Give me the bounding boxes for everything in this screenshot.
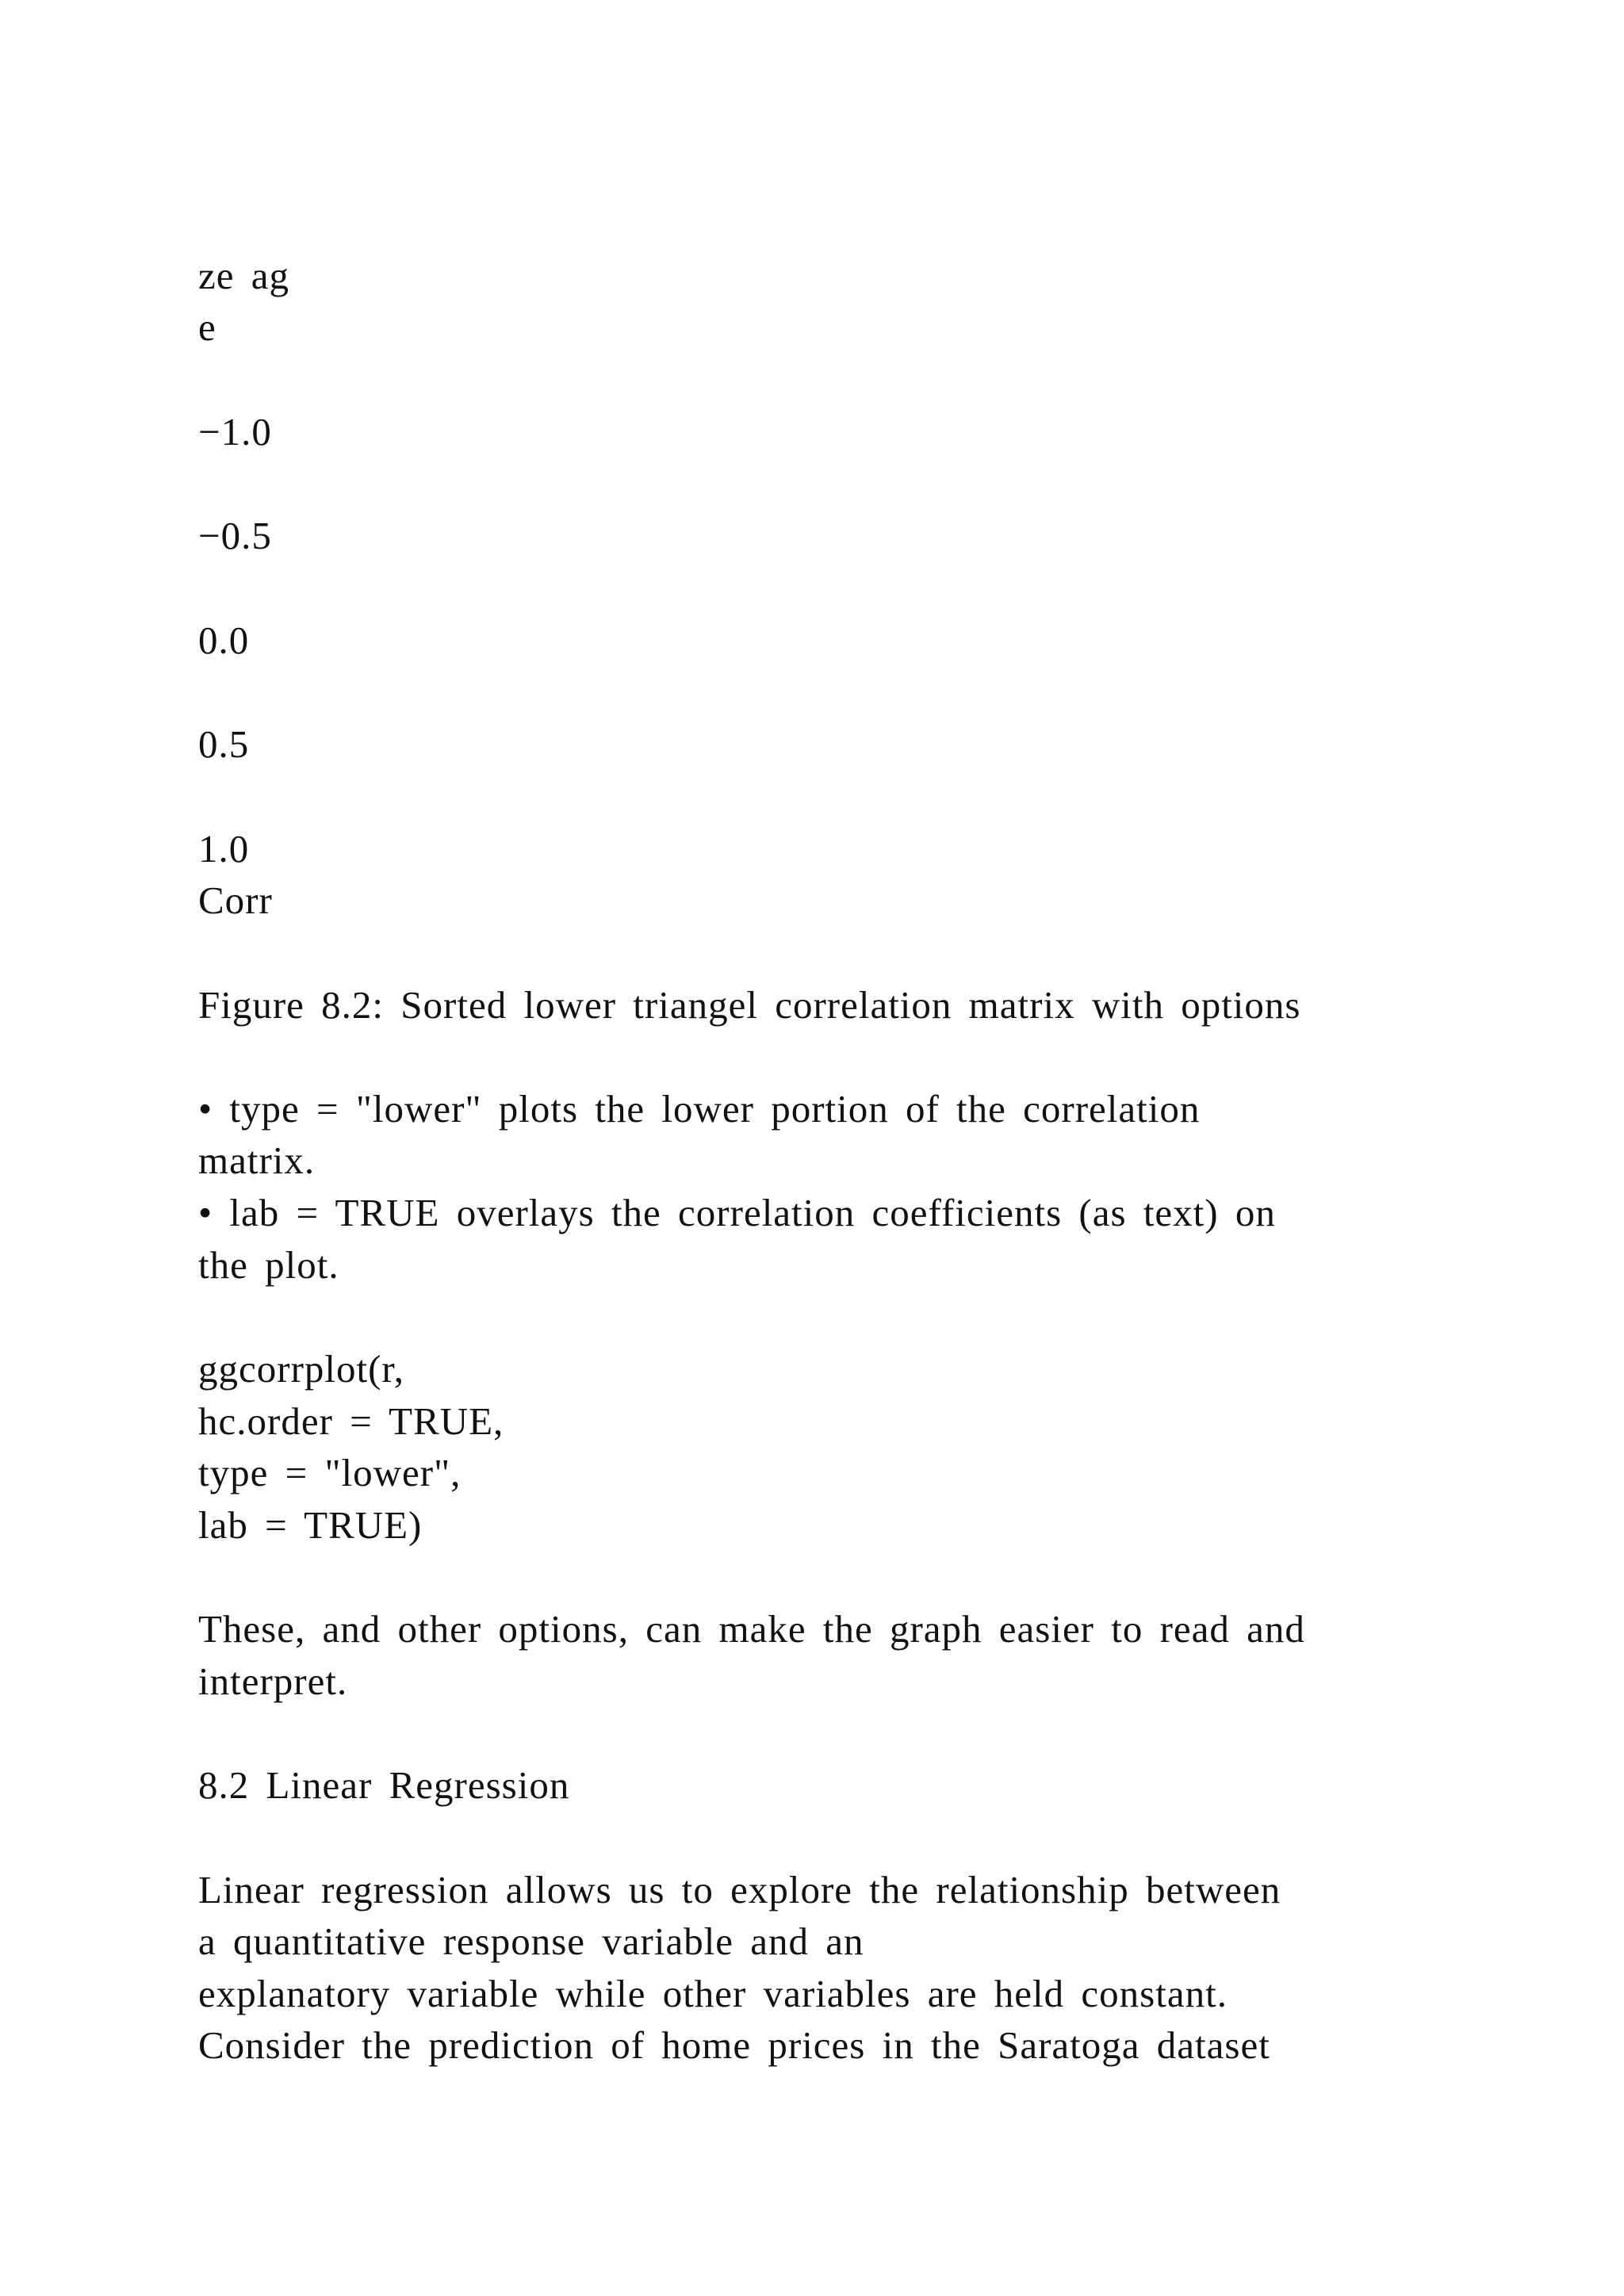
legend-tick: −0.5: [198, 514, 272, 557]
bullet-item-line: • type = "lower" plots the lower portion of the correlation: [198, 1087, 1201, 1131]
axis-label-fragment: ze ag: [198, 254, 289, 297]
bullet-item-line: the plot.: [198, 1243, 339, 1287]
code-line: hc.order = TRUE,: [198, 1399, 504, 1443]
legend-title: Corr: [198, 878, 273, 922]
code-line: type = "lower",: [198, 1451, 462, 1494]
paragraph-line: These, and other options, can make the graph easier to read and: [198, 1607, 1305, 1651]
bullet-item-line: matrix.: [198, 1138, 316, 1182]
axis-label-fragment: e: [198, 305, 216, 349]
paragraph-line: Linear regression allows us to explore the relationship between: [198, 1868, 1281, 1911]
legend-tick: 0.0: [198, 618, 250, 662]
section-heading: 8.2 Linear Regression: [198, 1763, 570, 1807]
figure-caption: Figure 8.2: Sorted lower triangel correlation matrix with options: [198, 983, 1301, 1027]
paragraph-line: interpret.: [198, 1659, 348, 1703]
paragraph-line: a quantitative response variable and an: [198, 1919, 864, 1963]
paragraph-line: Consider the prediction of home prices in the Saratoga dataset: [198, 2023, 1270, 2067]
paragraph-line: explanatory variable while other variables are held constant.: [198, 1972, 1228, 2015]
bullet-item-line: • lab = TRUE overlays the correlation coefficients (as text) on: [198, 1191, 1276, 1234]
legend-tick: −1.0: [198, 410, 272, 453]
code-line: ggcorrplot(r,: [198, 1347, 405, 1391]
legend-tick: 1.0: [198, 827, 250, 871]
code-line: lab = TRUE): [198, 1503, 423, 1547]
legend-tick: 0.5: [198, 722, 250, 766]
